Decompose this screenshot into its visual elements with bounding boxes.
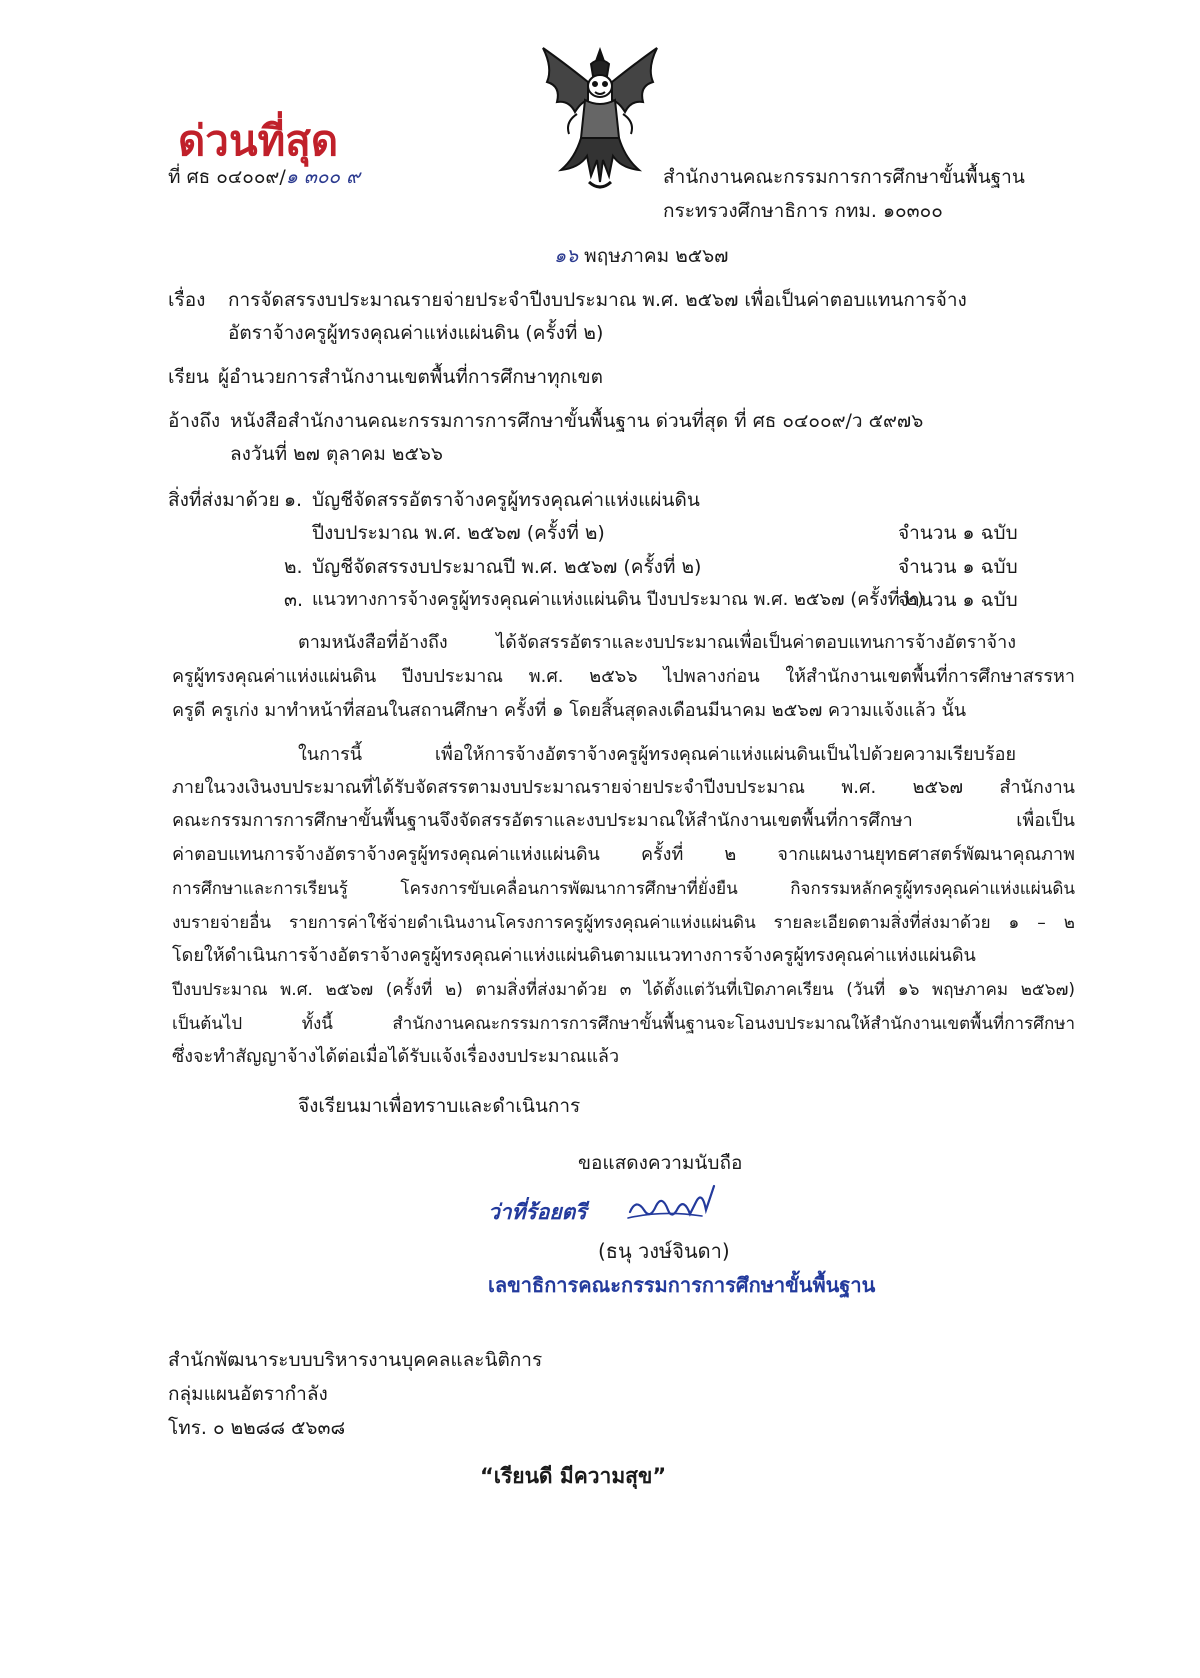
paragraph-1-line-3: ครูดี ครูเก่ง มาทำหน้าที่สอนในสถานศึกษา ครั้งที่ ๑ โดยสิ้นสุดลงเดือนมีนาคม ๒๕๖๗ ความแจ้งแล้ว นั้น [172, 700, 967, 721]
enclosure-1-number: ๑. [284, 489, 303, 511]
subject-label: เรื่อง [168, 289, 206, 311]
signer-rank: ว่าที่ร้อยตรี [488, 1200, 587, 1224]
paragraph-2-line-8: ปีงบประมาณ พ.ศ. ๒๕๖๗ (ครั้งที่ ๒) ตามสิ่งที่ส่งมาด้วย ๓ ได้ตั้งแต่วันที่เปิดภาคเรียน (วันที่ ๑๖ พฤษภาคม ๒๕๖๗) [172, 980, 1075, 1000]
enclosure-1-title: บัญชีจัดสรรอัตราจ้างครูผู้ทรงคุณค่าแห่งแผ่นดิน [312, 489, 700, 511]
paragraph-2-line-7: โดยให้ดำเนินการจ้างอัตราจ้างครูผู้ทรงคุณค่าแห่งแผ่นดินตามแนวทางการจ้างครูผู้ทรงคุณค่าแห่งแผ่นดิน [172, 945, 976, 966]
paragraph-2-line-1: ในการนี้ เพื่อให้การจ้างอัตราจ้างครูผู้ทรงคุณค่าแห่งแผ่นดินเป็นไปด้วยความเรียบร้อย [298, 744, 1016, 765]
enclosure-3-number: ๓. [284, 589, 304, 611]
paragraph-2-line-5: การศึกษาและการเรียนรู้ โครงการขับเคลื่อนการพัฒนาการศึกษาที่ยั่งยืน กิจกรรมหลักครูผู้ทรงคุณค่าแห่งแผ่นดิน [172, 879, 1075, 899]
reference-line-1: หนังสือสำนักงานคณะกรรมการการศึกษาขั้นพื้นฐาน ด่วนที่สุด ที่ ศธ ๐๔๐๐๙/ว ๕๙๗๖ [230, 410, 924, 432]
signer-title: เลขาธิการคณะกรรมการการศึกษาขั้นพื้นฐาน [488, 1273, 876, 1297]
handwritten-signature [622, 1180, 732, 1230]
reference-number [168, 164, 360, 190]
reference-number-prefix: ที่ ศธ ๐๔๐๐๙/ [168, 166, 286, 188]
issuing-group: กลุ่มแผนอัตรากำลัง [168, 1383, 328, 1405]
recipient-label: เรียน [168, 366, 209, 388]
reference-line-2: ลงวันที่ ๒๗ ตุลาคม ๒๕๖๖ [230, 443, 443, 465]
paragraph-1-line-1: ตามหนังสือที่อ้างถึง ได้จัดสรรอัตราและงบประมาณเพื่อเป็นค่าตอบแทนการจ้างอัตราจ้าง [298, 632, 1016, 653]
contact-phone: โทร. ๐ ๒๒๘๘ ๕๖๓๘ [168, 1417, 346, 1439]
enclosure-3-quantity: จำนวน ๑ ฉบับ [898, 589, 1018, 611]
closing-salutation: ขอแสดงความนับถือ [578, 1152, 743, 1174]
paragraph-2-line-3: คณะกรรมการการศึกษาขั้นพื้นฐานจึงจัดสรรอัตราและงบประมาณให้สำนักงานเขตพื้นที่การศึกษา เพื่อเป็น [172, 810, 1075, 831]
enclosure-1-subtitle: ปีงบประมาณ พ.ศ. ๒๕๖๗ (ครั้งที่ ๒) [312, 522, 605, 544]
motto: “เรียนดี มีความสุข” [480, 1464, 667, 1488]
paragraph-2-line-10: ซึ่งจะทำสัญญาจ้างได้ต่อเมื่อได้รับแจ้งเรื่องงบประมาณแล้ว [172, 1046, 620, 1067]
subject-line-2: อัตราจ้างครูผู้ทรงคุณค่าแห่งแผ่นดิน (ครั้งที่ ๒) [228, 322, 604, 344]
subject-line-1: การจัดสรรงบประมาณรายจ่ายประจำปีงบประมาณ พ.ศ. ๒๕๖๗ เพื่อเป็นค่าตอบแทนการจ้าง [228, 289, 967, 311]
office-address: กระทรวงศึกษาธิการ กทม. ๑๐๓๐๐ [663, 200, 943, 222]
paragraph-2-line-6: งบรายจ่ายอื่น รายการค่าใช้จ่ายดำเนินงานโครงการครูผู้ทรงคุณค่าแห่งแผ่นดิน รายละเอียดตามสิ่งที่ส่งมาด้วย ๑ – ๒ [172, 913, 1075, 933]
document-date [554, 243, 728, 269]
date-month-year: พฤษภาคม ๒๕๖๗ [584, 245, 729, 267]
date-day-handwritten: ๑๖ [554, 245, 579, 267]
paragraph-2-line-9: เป็นต้นไป ทั้งนี้ สำนักงานคณะกรรมการการศึกษาขั้นพื้นฐานจะโอนงบประมาณให้สำนักงานเขตพื้นที่การศึกษา [172, 1014, 1075, 1034]
enclosures-label: สิ่งที่ส่งมาด้วย [168, 489, 280, 511]
signer-name: (ธนุ วงษ์จินดา) [598, 1239, 730, 1263]
enclosure-2-title: บัญชีจัดสรรงบประมาณปี พ.ศ. ๒๕๖๗ (ครั้งที่ ๒) [312, 556, 702, 578]
reference-label: อ้างถึง [168, 410, 221, 432]
reference-number-handwritten: ๑ ๓๐๐ ๙ [285, 166, 360, 188]
closing-request: จึงเรียนมาเพื่อทราบและดำเนินการ [298, 1095, 581, 1117]
enclosure-2-quantity: จำนวน ๑ ฉบับ [898, 556, 1018, 578]
paragraph-2-line-4: ค่าตอบแทนการจ้างอัตราจ้างครูผู้ทรงคุณค่าแห่งแผ่นดิน ครั้งที่ ๒ จากแผนงานยุทธศาสตร์พัฒนาคุณภาพ [172, 844, 1075, 865]
enclosure-1-quantity: จำนวน ๑ ฉบับ [898, 522, 1018, 544]
enclosure-2-number: ๒. [284, 556, 303, 578]
recipient-text: ผู้อำนวยการสำนักงานเขตพื้นที่การศึกษาทุกเขต [218, 366, 603, 388]
paragraph-2-line-2: ภายในวงเงินงบประมาณที่ได้รับจัดสรรตามงบประมาณรายจ่ายประจำปีงบประมาณ พ.ศ. ๒๕๖๗ สำนักงาน [172, 777, 1075, 798]
garuda-emblem-icon [535, 42, 665, 197]
paragraph-1-line-2: ครูผู้ทรงคุณค่าแห่งแผ่นดิน ปีงบประมาณ พ.ศ. ๒๕๖๖ ไปพลางก่อน ให้สำนักงานเขตพื้นที่การศึกษาสรรหา [172, 666, 1075, 687]
issuing-department: สำนักพัฒนาระบบบริหารงานบุคคลและนิติการ [168, 1349, 543, 1371]
enclosure-3-title: แนวทางการจ้างครูผู้ทรงคุณค่าแห่งแผ่นดิน ปีงบประมาณ พ.ศ. ๒๕๖๗ (ครั้งที่ ๒) [312, 589, 925, 610]
urgency-stamp: ด่วนที่สุด [178, 116, 339, 165]
office-name: สำนักงานคณะกรรมการการศึกษาขั้นพื้นฐาน [663, 166, 1025, 188]
